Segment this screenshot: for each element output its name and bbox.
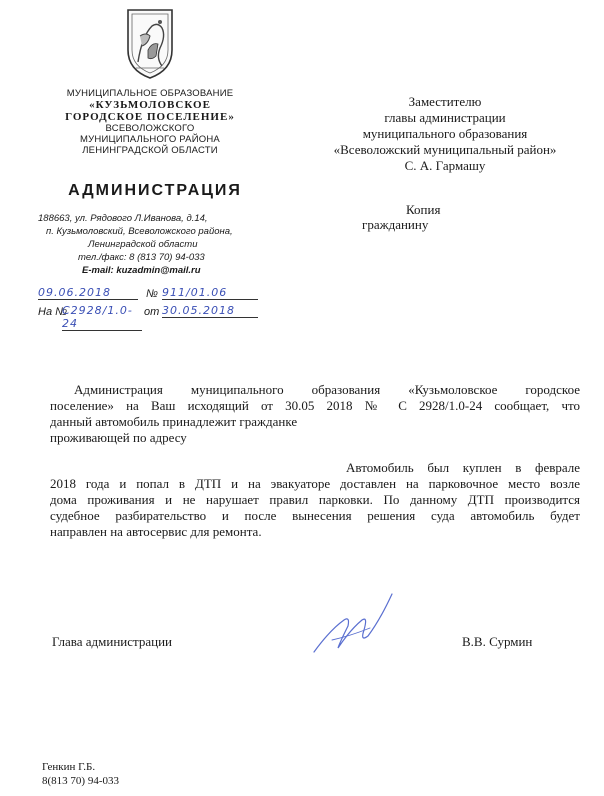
recipient-line: «Всеволожский муниципальный район»	[333, 142, 557, 157]
number-label: №	[146, 288, 158, 300]
outgoing-number: 911/01.06	[162, 286, 258, 300]
body-line: поселение» на Ваш исходящий от 30.05 2018 № С 2928/1.0-24 сообщает, что	[50, 398, 580, 413]
email-link[interactable]: kuzadmin@mail.ru	[116, 265, 201, 276]
phone-line: тел./факс: 8 (813 70) 94-033	[78, 252, 205, 263]
org-name-line: ВСЕВОЛОЖСКОГО	[105, 123, 195, 134]
reply-date: 30.05.2018	[162, 304, 258, 318]
copy-label: Копия	[406, 202, 441, 217]
org-name-line: ЛЕНИНГРАДСКОЙ ОБЛАСТИ	[82, 145, 218, 156]
executor-phone: 8(813 70) 94-033	[42, 775, 119, 787]
signatory-position: Глава администрации	[52, 634, 173, 649]
letterhead-title: АДМИНИСТРАЦИЯ	[68, 182, 242, 199]
recipient-line: Заместителю	[408, 94, 482, 109]
address-block	[38, 212, 278, 277]
recipient-line: муниципального образования	[362, 126, 528, 141]
address-line: п. Кузьмоловский, Всеволожского района,	[46, 226, 233, 237]
body-line: дома проживания и не нарушает правил парковки. По данному ДТП производится	[50, 492, 580, 507]
coat-of-arms	[122, 6, 178, 80]
outgoing-date: 09.06.2018	[38, 286, 138, 300]
copy-recipient: гражданину	[362, 217, 429, 232]
body-line: данный автомобиль принадлежит гражданке	[50, 414, 298, 429]
org-name-line: ГОРОДСКОЕ ПОСЕЛЕНИЕ»	[65, 111, 235, 123]
reply-number: С2928/1.0-24	[62, 304, 142, 331]
letter-body	[50, 382, 580, 540]
reply-label: На №	[38, 306, 68, 318]
org-name-line: МУНИЦИПАЛЬНОЕ ОБРАЗОВАНИЕ	[66, 88, 234, 99]
org-name-line: МУНИЦИПАЛЬНОГО РАЙОНА	[80, 134, 220, 145]
body-line: 2018 года и попал в ДТП и на эвакуаторе доставлен на парковочное место возле	[50, 476, 580, 491]
reply-from-label: от	[144, 306, 160, 318]
body-line: Администрация муниципального образования «Кузьмоловское городское	[74, 382, 580, 397]
signatory-name: В.В. Сурмин	[462, 634, 533, 649]
email-label: E-mail:	[82, 265, 114, 276]
address-line: Ленинградской области	[88, 239, 198, 250]
body-line: направлен на автосервис для ремонта.	[50, 524, 262, 539]
outgoing-reg-row	[38, 286, 258, 302]
body-line: Автомобиль был куплен в феврале	[346, 460, 580, 475]
body-line: судебное разбирательство и после вынесения решения суда автомобиль будет	[50, 508, 580, 523]
recipient-name: С. А. Гармашу	[404, 158, 486, 173]
executor-name: Генкин Г.Б.	[42, 761, 96, 773]
body-line: проживающей по адресу	[50, 430, 187, 445]
recipient-block	[310, 94, 580, 174]
letterhead	[40, 88, 260, 156]
address-line: 188663, ул. Рядового Л.Иванова, д.14,	[38, 213, 208, 224]
reply-reg-row	[38, 304, 258, 330]
handwritten-signature	[310, 590, 400, 660]
executor-block	[42, 760, 119, 788]
org-name-line: «КУЗЬМОЛОВСКОЕ	[89, 99, 211, 111]
recipient-line: главы администрации	[384, 110, 506, 125]
